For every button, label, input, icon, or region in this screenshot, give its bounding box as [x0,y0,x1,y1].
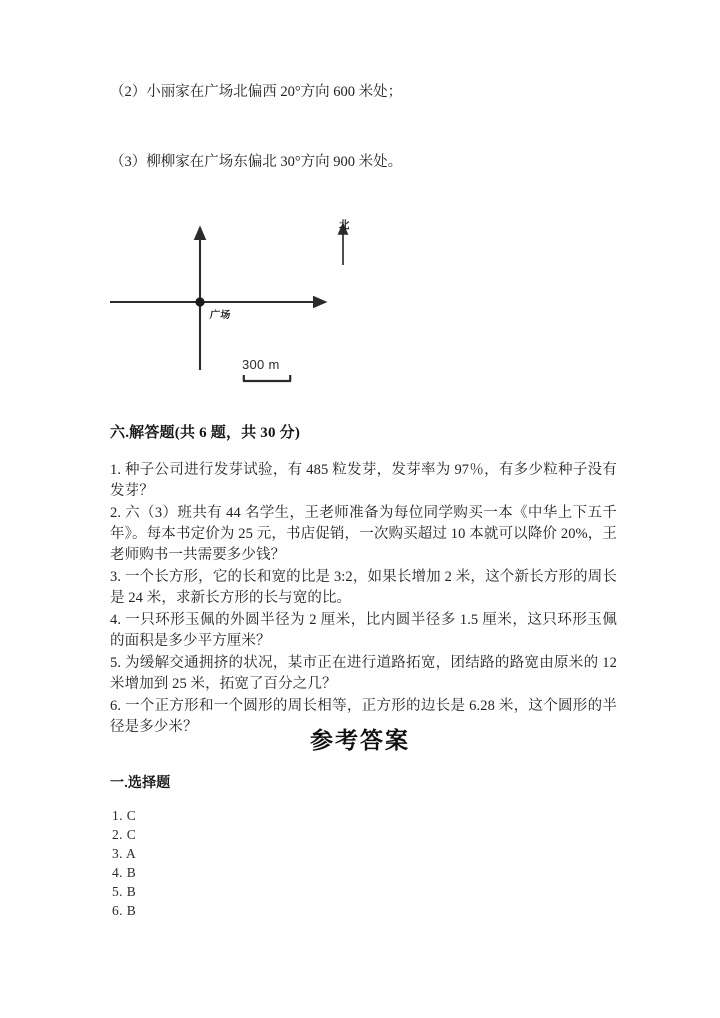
answers-heading-xuanzeti: 一.选择题 [110,776,171,791]
origin-point-marker [195,297,204,306]
question-item: 3. 一个长方形，它的长和宽的比是 3:2，如果长增加 2 米，这个新长方形的周长是 24 米，求新长方形的长与宽的比。 [110,569,617,606]
question-item: 5. 为缓解交通拥挤的状况，某市正在进行道路拓宽，团结路的路宽由原米的 12 米增加到 25 米，拓宽了百分之几？ [110,655,617,692]
question-list [110,460,617,739]
answer-item: 5. B [112,884,137,899]
answers-section-title: 参考答案 [310,728,410,753]
answer-list [112,806,232,920]
answer-item: 3. A [112,846,137,861]
question-item: 6. 一个正方形和一个圆形的周长相等，正方形的边长是 6.28 米，这个圆形的半径是多少米？ [110,698,617,735]
scale-bar-label: 300 m [242,357,280,372]
answer-item: 6. B [112,903,137,918]
direction-statement-3: （3）柳柳家在广场东偏北 30°方向 900 米处。 [110,154,403,170]
question-item: 4. 一只环形玉佩的外圆半径为 2 厘米，比内圆半径多 1.5 厘米，这只环形玉佩的面积是多少平方厘米？ [110,612,617,649]
direction-statement-2: （2）小丽家在广场北偏西 20°方向 600 米处； [110,84,403,100]
origin-label-guangchang: 广场 [209,310,232,321]
north-label: 北 [339,219,350,231]
direction-map-diagram [100,205,400,400]
question-item: 2. 六（3）班共有 44 名学生，王老师准备为每位同学购买一本《中华上下五千年》。每本书定价为 25 元，书店促销，一次购买超过 10 本就可以降价 20%，王老师购书一共需要多少钱？ [110,505,617,563]
answer-item: 4. B [112,865,137,880]
answer-item: 1. C [112,808,137,823]
question-item: 1. 种子公司进行发芽试验，有 485 粒发芽，发芽率为 97％，有多少粒种子没有发芽？ [110,462,617,499]
scale-bar [243,375,291,381]
section-heading-liu: 六.解答题(共 6 题，共 30 分) [110,425,301,441]
answer-item: 2. C [112,827,137,842]
